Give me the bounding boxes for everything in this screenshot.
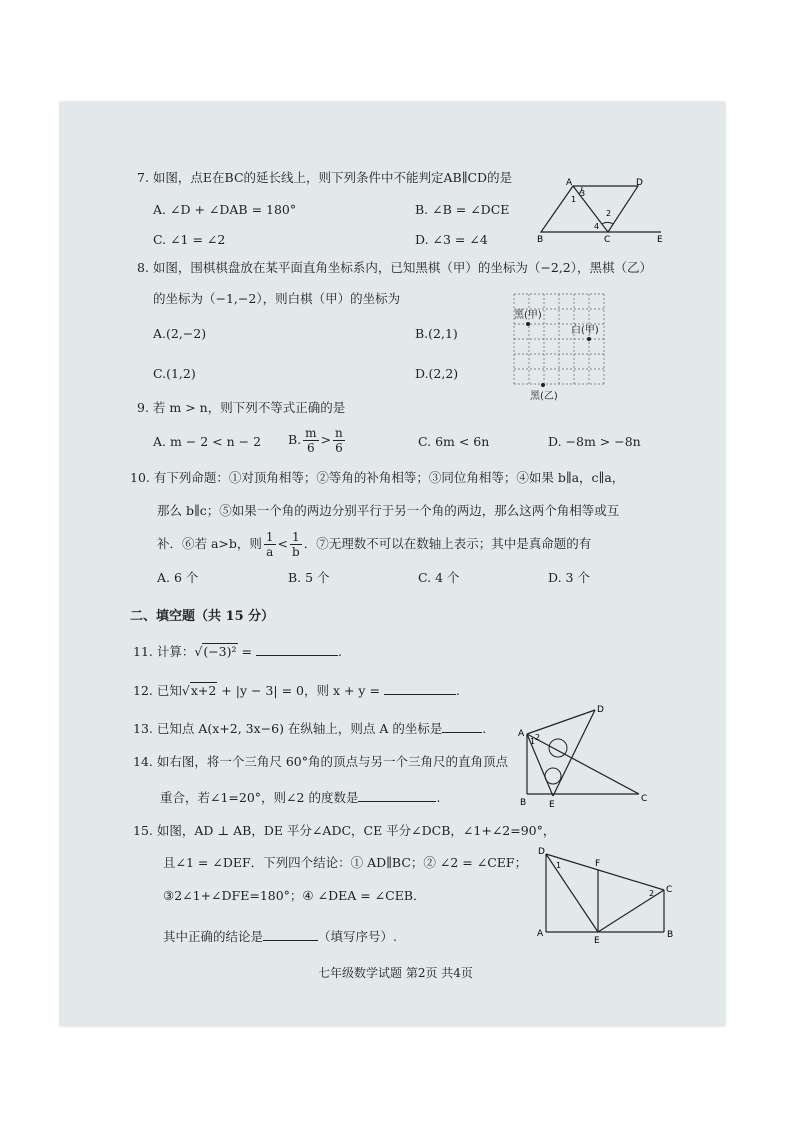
q9-frac-m: $\frac{m}{6}$ [305, 426, 317, 455]
q8-option-a: A.(2,−2) [153, 326, 207, 341]
q8-option-c: C.(1,2) [153, 366, 196, 381]
q9-stem: 9. 若 m > n，则下列不等式正确的是 [137, 400, 346, 415]
q14-angle-2: 2 [535, 733, 541, 742]
q15-label-f: F [595, 859, 601, 869]
q14-figure [515, 700, 655, 810]
q9-option-b: B. $\frac{m}{6}$ > $\frac{n}{6}$ [288, 426, 343, 455]
q7-label-a: A [566, 178, 573, 188]
q15-angle-2: 2 [649, 889, 655, 898]
q11-answer-blank[interactable] [256, 643, 338, 656]
q7-stem: 7. 如图，点E在BC的延长线上，则下列条件中不能判定AB∥CD的是 [137, 170, 513, 185]
q14-line1: 14. 如右图，将一个三角尺 60°角的顶点与另一个三角尺的直角顶点 [133, 754, 508, 769]
q8-label-black1: 黑(甲) [514, 310, 542, 321]
q15-label-d: D [538, 847, 545, 857]
q7-figure [533, 176, 673, 246]
q14-line2: 重合，若∠1=20°，则∠2 的度数是 . [160, 790, 441, 805]
q8-option-b: B.(2,1) [415, 326, 458, 341]
q7-label-e: E [657, 235, 663, 245]
q8-label-black2: 黑(乙) [530, 391, 558, 402]
q7-label-b: B [537, 235, 544, 245]
q10-option-b: B. 5 个 [288, 570, 330, 585]
q7-angle-2: 2 [606, 209, 612, 218]
q14-label-d: D [597, 705, 604, 715]
q8-black-stone-1 [526, 322, 530, 326]
q7-option-d: D. ∠3 = ∠4 [415, 232, 488, 247]
q15-label-c: C [666, 885, 673, 895]
q8-option-d: D.(2,2) [415, 366, 459, 381]
q9-option-a: A. m − 2 < n − 2 [153, 434, 262, 449]
q10-line3: 补．⑥若 a>b，则 $\frac{1}{a}$ < $\frac{1}{b}$ ．⑦无理数不可以在数轴上表示；其中是真命题的有 [157, 530, 592, 559]
q7-option-c: C. ∠1 = ∠2 [153, 232, 226, 247]
q9-option-d: D. −8m > −8n [548, 434, 641, 449]
q7-option-b: B. ∠B = ∠DCE [415, 202, 510, 217]
page-footer: 七年级数学试题 第2页 共4页 [318, 966, 473, 980]
q7-angle-3: 3 [580, 189, 586, 198]
q11: 11. 计算：√(−3)² = . [133, 644, 342, 659]
q8-label-white1: 白(甲) [571, 325, 599, 336]
section-2-title: 二、填空题（共 15 分） [130, 609, 275, 624]
q9-frac-n: $\frac{n}{6}$ [335, 426, 343, 455]
q10-option-d: D. 3 个 [548, 570, 590, 585]
q8-stem-line1: 8. 如图，围棋棋盘放在某平面直角坐标系内，已知黑棋（甲）的坐标为（−2,2），黑棋（乙） [137, 260, 653, 275]
q15-answer-blank[interactable] [263, 928, 318, 941]
q8-black-stone-2 [541, 383, 545, 387]
q10-line1: 10. 有下列命题：①对顶角相等；②等角的补角相等；③同位角相等；④如果 b∥a，c∥a， [130, 470, 625, 485]
q7-option-a: A. ∠D + ∠DAB = 180° [153, 202, 297, 217]
q14-label-b: B [520, 798, 527, 808]
q12-answer-blank[interactable] [384, 682, 456, 695]
q10-option-a: A. 6 个 [157, 570, 199, 585]
q15-line2: 且∠1 = ∠DEF．下列四个结论：① AD∥BC；② ∠2 = ∠CEF； [163, 855, 528, 870]
q15-line3: ③2∠1+∠DFE=180°；④ ∠DEA = ∠CEB． [163, 888, 426, 903]
q7-label-d: D [636, 178, 643, 188]
q14-label-a: A [518, 729, 525, 739]
q15-label-a: A [537, 929, 544, 939]
q15-line4: 其中正确的结论是 （填写序号）. [163, 929, 397, 944]
q14-label-e: E [549, 800, 555, 810]
q14-answer-blank[interactable] [358, 789, 436, 802]
q7-angle-4: 4 [594, 222, 600, 231]
q8-go-board [510, 290, 610, 405]
q15-label-b: B [667, 930, 674, 940]
exam-sheet [60, 102, 725, 1026]
q13: 13. 已知点 A(x+2, 3x−6) 在纵轴上，则点 A 的坐标是 . [133, 721, 487, 736]
q15-label-e: E [594, 936, 600, 946]
q15-figure [534, 844, 684, 946]
q9-option-c: C. 6m < 6n [418, 434, 490, 449]
q10-option-c: C. 4 个 [418, 570, 460, 585]
q13-answer-blank[interactable] [442, 720, 482, 733]
q7-label-c: C [604, 235, 611, 245]
q7-angle-1: 1 [571, 195, 577, 204]
q14-label-c: C [641, 794, 648, 804]
q8-white-stone-1 [587, 337, 591, 341]
q12: 12. 已知√x+2 + |y − 3| = 0，则 x + y = . [133, 683, 460, 698]
q15-line1: 15. 如图，AD ⊥ AB，DE 平分∠ADC，CE 平分∠DCB，∠1+∠2=90°， [133, 823, 556, 838]
q15-angle-1: 1 [556, 861, 562, 870]
q8-stem-line2: 的坐标为（−1,−2），则白棋（甲）的坐标为 [153, 291, 401, 306]
q14-angle-1: 1 [530, 737, 536, 746]
q10-line2: 那么 b∥c；⑤如果一个角的两边分别平行于另一个角的两边，那么这两个角相等或互 [157, 503, 620, 518]
